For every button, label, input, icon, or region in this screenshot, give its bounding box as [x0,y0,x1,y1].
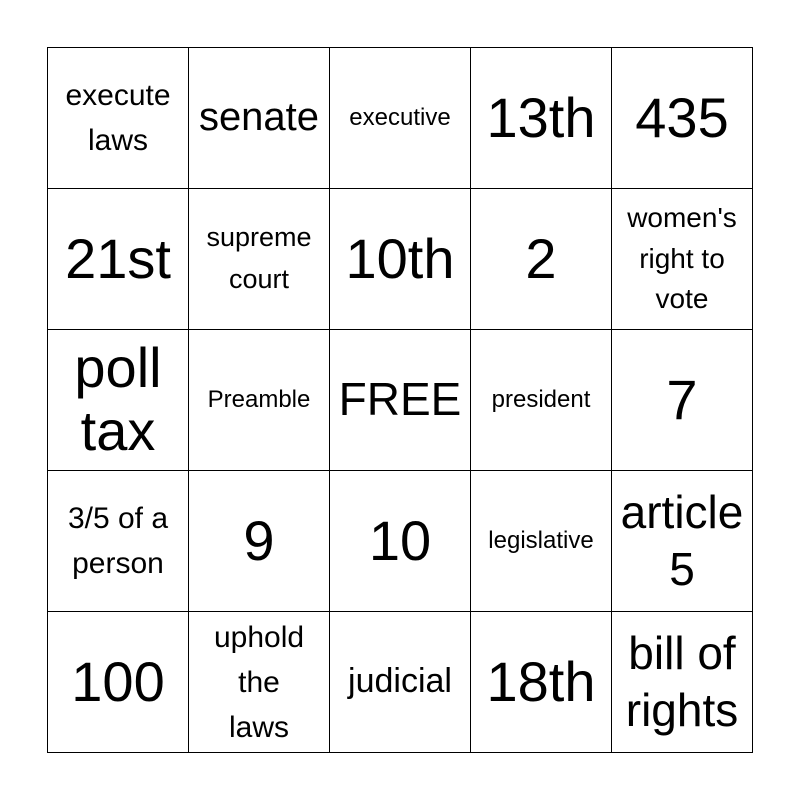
cell-text: legislative [488,526,594,554]
cell-text: 2 [525,226,557,290]
cell-text: 18th [486,649,596,713]
cell-text: 21st [65,226,171,290]
cell-text: 7 [666,367,698,431]
bingo-cell[interactable] [189,330,330,471]
cell-text: judicial [348,662,452,701]
bingo-cell[interactable] [48,612,189,753]
cell-text: article 5 [620,485,744,595]
bingo-card [47,47,753,753]
bingo-cell[interactable] [189,471,330,612]
bingo-cell[interactable] [189,612,330,753]
bingo-cell[interactable] [330,330,471,471]
bingo-cell[interactable] [48,330,189,471]
bingo-cell[interactable] [48,189,189,330]
bingo-cell[interactable] [330,189,471,330]
bingo-cell[interactable] [612,471,753,612]
cell-text: 10th [345,226,455,290]
cell-text: 435 [635,85,729,149]
cell-text: poll tax [74,336,162,462]
cell-text: uphold the laws [213,620,305,744]
bingo-cell[interactable] [471,189,612,330]
bingo-cell[interactable] [330,471,471,612]
bingo-cell[interactable] [612,330,753,471]
bingo-cell[interactable] [471,471,612,612]
cell-text: 13th [486,85,596,149]
bingo-cell[interactable] [471,48,612,189]
bingo-cell[interactable] [48,48,189,189]
bingo-cell[interactable] [612,612,753,753]
cell-text: women's right to vote [627,202,737,315]
bingo-cell[interactable] [612,189,753,330]
cell-text: FREE [338,373,462,426]
bingo-cell[interactable] [471,612,612,753]
cell-text: Preamble [207,385,311,413]
bingo-cell[interactable] [189,189,330,330]
cell-text: execute laws [65,79,171,157]
bingo-cell[interactable] [330,48,471,189]
cell-text: supreme court [206,222,312,294]
bingo-cell[interactable] [612,48,753,189]
cell-text: 9 [243,508,275,572]
bingo-cell[interactable] [48,471,189,612]
cell-text: executive [349,103,451,131]
bingo-cell[interactable] [330,612,471,753]
cell-text: president [491,385,591,413]
bingo-cell[interactable] [189,48,330,189]
cell-text: 3/5 of a person [67,502,169,580]
cell-text: senate [198,95,320,140]
cell-text: 10 [368,508,432,572]
cell-text: bill of rights [625,626,739,736]
bingo-cell[interactable] [471,330,612,471]
cell-text: 100 [71,649,165,713]
